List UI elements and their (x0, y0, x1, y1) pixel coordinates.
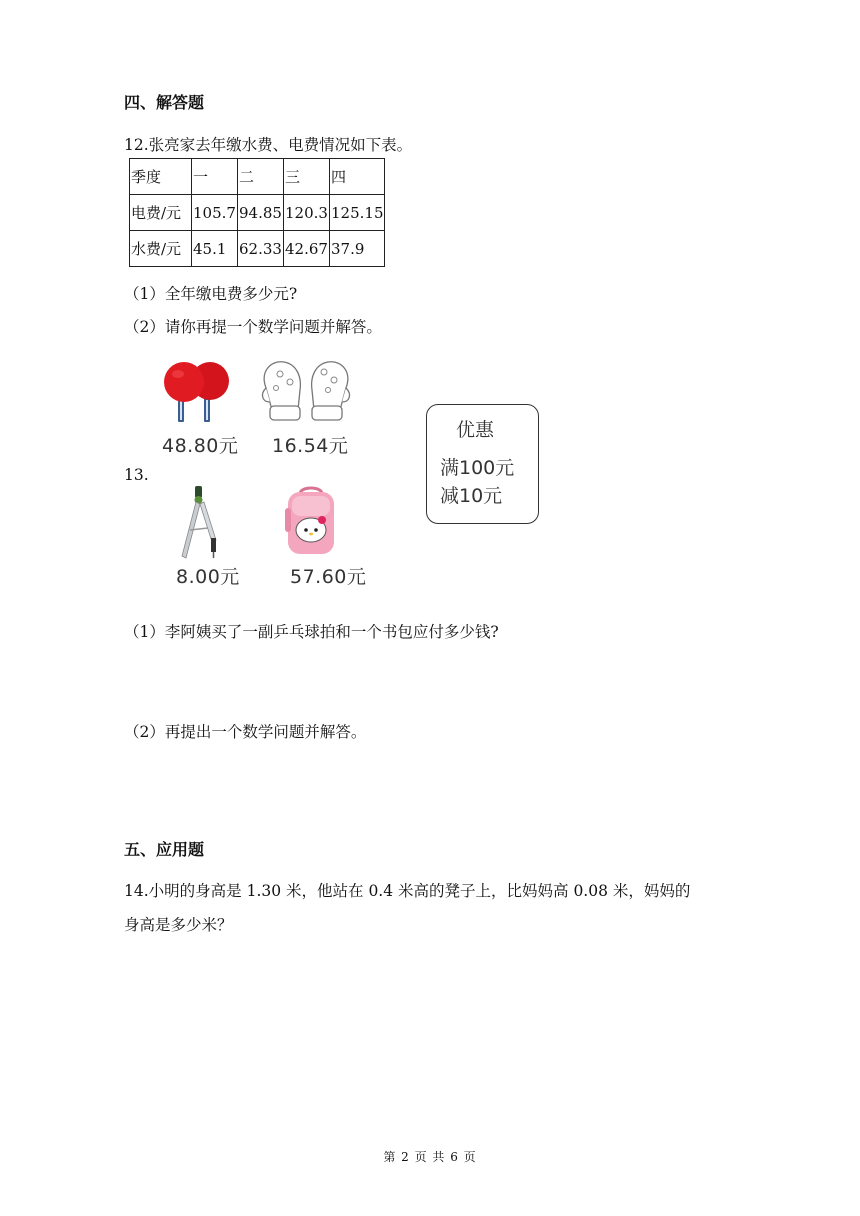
question-13-sub2: （2）再提出一个数学问题并解答。 (124, 723, 367, 741)
question-14-line1: 14.小明的身高是 1.30 米，他站在 0.4 米高的凳子上，比妈妈高 0.08 米，妈妈的 (124, 882, 691, 900)
table-cell: 水费/元 (130, 231, 192, 267)
table-cell: 125.15 (330, 195, 385, 231)
section-title-application: 五、应用题 (124, 840, 205, 859)
fee-table (129, 158, 385, 267)
table-cell: 105.7 (192, 195, 238, 231)
table-cell: 37.9 (330, 231, 385, 267)
promotion-box (426, 404, 539, 524)
school-bag-icon (282, 484, 340, 556)
gloves-icon (258, 358, 354, 426)
question-12-sub1: （1）全年缴电费多少元? (124, 285, 298, 303)
school-bag-price: 57.60元 (290, 566, 367, 588)
promotion-title: 优惠 (456, 419, 495, 441)
table-cell: 二 (238, 159, 284, 195)
ping-pong-paddles-icon (160, 356, 232, 426)
table-cell: 电费/元 (130, 195, 192, 231)
compass-icon (178, 484, 222, 562)
question-14-line2: 身高是多少米？ (124, 916, 233, 934)
promotion-line1: 满100元 (440, 457, 515, 479)
question-13-number: 13. (124, 466, 149, 484)
table-cell: 四 (330, 159, 385, 195)
question-12-stem: 12.张亮家去年缴水费、电费情况如下表。 (124, 136, 413, 154)
table-cell: 94.85 (238, 195, 284, 231)
table-cell: 120.3 (284, 195, 330, 231)
table-cell: 62.33 (238, 231, 284, 267)
table-row (130, 231, 385, 267)
table-cell: 季度 (130, 159, 192, 195)
table-cell: 45.1 (192, 231, 238, 267)
table-row (130, 195, 385, 231)
promotion-line2: 减10元 (440, 485, 503, 507)
table-row (130, 159, 385, 195)
compass-price: 8.00元 (176, 566, 240, 588)
table-cell: 42.67 (284, 231, 330, 267)
table-cell: 三 (284, 159, 330, 195)
question-13-sub1: （1）李阿姨买了一副乒乓球拍和一个书包应付多少钱? (124, 623, 499, 641)
paddles-price: 48.80元 (162, 435, 239, 457)
question-12-sub2: （2）请你再提一个数学问题并解答。 (124, 318, 382, 336)
table-cell: 一 (192, 159, 238, 195)
gloves-price: 16.54元 (272, 435, 349, 457)
page-footer: 第 2 页 共 6 页 (383, 1150, 477, 1164)
section-title-solve: 四、解答题 (124, 93, 205, 112)
